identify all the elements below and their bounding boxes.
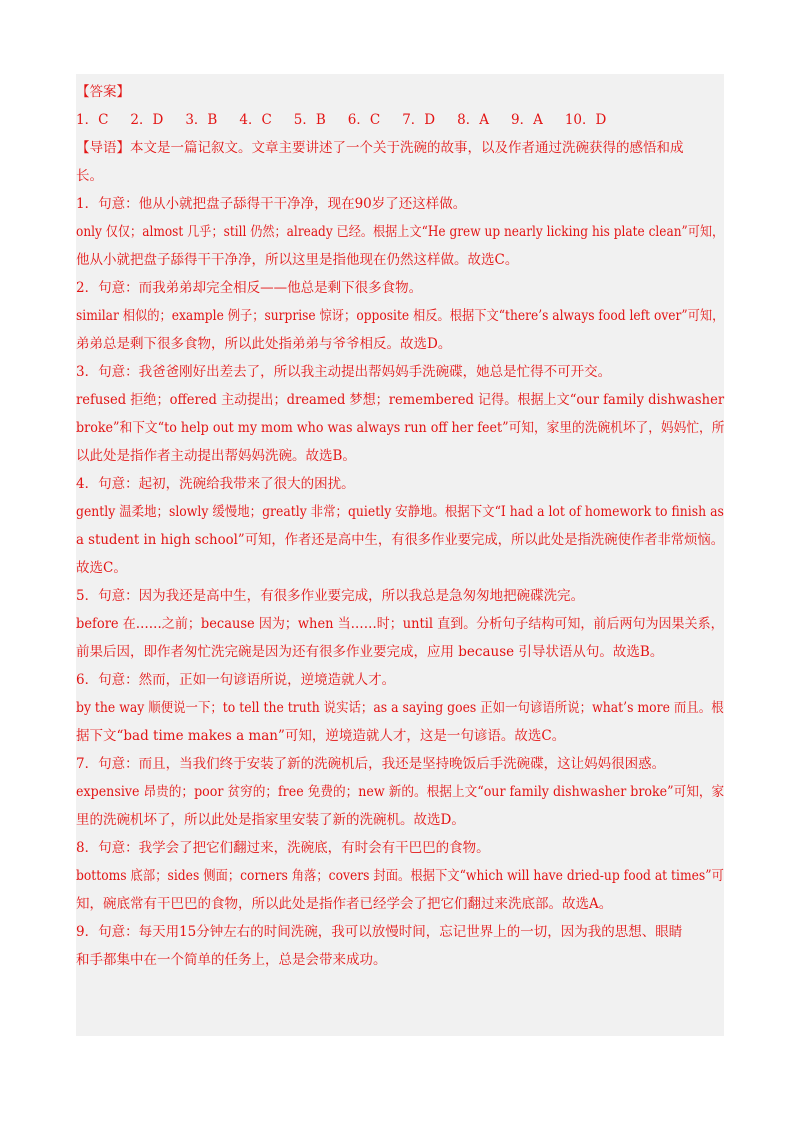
explanation-line: by the way 顺便说一下；to tell the truth 说实话；as a saying goes 正如一句谚语所说；what’s more 而且。根 <box>76 700 724 716</box>
explanation-line: refused 拒绝；offered 主动提出；dreamed 梦想；remembered 记得。根据上文“our family dishwasher <box>76 392 725 408</box>
answer-item: 1．C <box>76 112 109 128</box>
explanation-line: bottoms 底部；sides 侧面；corners 角落；covers 封面。根据下文“which will have dried-up food at times”可 <box>76 868 724 884</box>
explanation-item <box>76 190 724 274</box>
sentence-meaning-line: 1．句意：他从小就把盘子舔得干干净净，现在90岁了还这样做。 <box>76 196 467 212</box>
explanation-item <box>76 834 724 918</box>
sentence-meaning-line: 8．句意：我学会了把它们翻过来，洗碗底，有时会有干巴巴的食物。 <box>76 840 490 856</box>
explanation-line: 弟弟总是剩下很多食物，所以此处指弟弟与爷爷相反。故选D。 <box>76 336 452 352</box>
explanation-item <box>76 918 724 974</box>
explanation-line: 他从小就把盘子舔得干干净净，所以这里是指他现在仍然这样做。故选C。 <box>76 252 519 268</box>
sentence-meaning-line: 5．句意：因为我还是高中生，有很多作业要完成，所以我总是急匆匆地把碗碟洗完。 <box>76 588 585 604</box>
explanation-line: 以此处是指作者主动提出帮妈妈洗碗。故选B。 <box>76 448 356 464</box>
sentence-meaning-line: 9．句意：每天用15分钟左右的时间洗碗，我可以放慢时间，忘记世界上的一切，因为我的思想、眼睛 <box>76 924 683 940</box>
answer-item: 2．D <box>130 112 164 128</box>
answer-header: 【答案】 <box>76 84 130 100</box>
answer-key-row <box>76 106 724 134</box>
intro-line: 【导语】本文是一篇记叙文。文章主要讲述了一个关于洗碗的故事，以及作者通过洗碗获得的感悟和成 <box>76 140 684 156</box>
explanation-line: 里的洗碗机坏了，所以此处是指家里安装了新的洗碗机。故选D。 <box>76 812 465 828</box>
explanation-line: a student in high school”可知，作者还是高中生，有很多作业要完成，所以此处是指洗碗使作者非常烦恼。 <box>76 532 725 548</box>
explanation-line: 知，碗底常有干巴巴的食物，所以此处是指作者已经学会了把它们翻过来洗底部。故选A。 <box>76 896 613 912</box>
explanation-item <box>76 582 724 666</box>
explanation-line: similar 相似的；example 例子；surprise 惊讶；opposite 相反。根据下文“there’s always food left over”可知， <box>76 308 725 324</box>
answer-item: 5．B <box>293 112 326 128</box>
explanation-item <box>76 274 724 358</box>
explanation-line: broke”和下文“to help out my mom who was always run off her feet”可知，家里的洗碗机坏了，妈妈忙，所 <box>76 420 725 436</box>
explanation-item <box>76 750 724 834</box>
explanation-line: expensive 昂贵的；poor 贫穷的；free 免费的；new 新的。根据上文“our family dishwasher broke”可知，家 <box>76 784 725 800</box>
answer-item: 9．A <box>510 112 543 128</box>
sentence-meaning-line: 4．句意：起初，洗碗给我带来了很大的困扰。 <box>76 476 355 492</box>
explanation-item <box>76 666 724 750</box>
answer-item: 3．B <box>185 112 218 128</box>
answer-item: 10．D <box>564 112 607 128</box>
explanation-list <box>76 190 724 974</box>
explanation-line: 据下文“bad time makes a man”可知，逆境造就人才，这是一句谚语。故选C。 <box>76 728 566 744</box>
answer-item: 8．A <box>457 112 489 128</box>
explanation-item <box>76 470 724 582</box>
sentence-meaning-line: 6．句意：然而，正如一句谚语所说，逆境造就人才。 <box>76 672 396 688</box>
explanation-line: 前果后因，即作者匆忙洗完碗是因为还有很多作业要完成，应用 because 引导状语从句。故选B。 <box>76 644 664 660</box>
sentence-meaning-line: 2．句意：而我弟弟却完全相反——他总是剩下很多食物。 <box>76 280 423 296</box>
answer-explanation-document <box>76 78 724 974</box>
answer-item: 6．C <box>347 112 381 128</box>
explanation-line: gently 温柔地；slowly 缓慢地；greatly 非常；quietly 安静地。根据下文“I had a lot of homework to finish as <box>76 504 724 520</box>
intro-line: 长。 <box>76 168 103 184</box>
answer-item: 7．D <box>402 112 436 128</box>
explanation-line: 故选C。 <box>76 560 127 576</box>
explanation-line: 和手都集中在一个简单的任务上，总是会带来成功。 <box>76 952 387 968</box>
sentence-meaning-line: 7．句意：而且，当我们终于安装了新的洗碗机后，我还是坚持晚饭后手洗碗碟，这让妈妈很困惑。 <box>76 756 666 772</box>
sentence-meaning-line: 3．句意：我爸爸刚好出差去了，所以我主动提出帮妈妈手洗碗碟，她总是忙得不可开交。 <box>76 364 612 380</box>
explanation-item <box>76 358 724 470</box>
explanation-line: before 在……之前；because 因为；when 当……时；until 直到。分析句子结构可知，前后两句为因果关系， <box>76 616 724 632</box>
explanation-line: only 仅仅；almost 几乎；still 仍然；already 已经。根据上文“He grew up nearly licking his plate clean”可知， <box>76 224 725 240</box>
answer-item: 4．C <box>239 112 272 128</box>
